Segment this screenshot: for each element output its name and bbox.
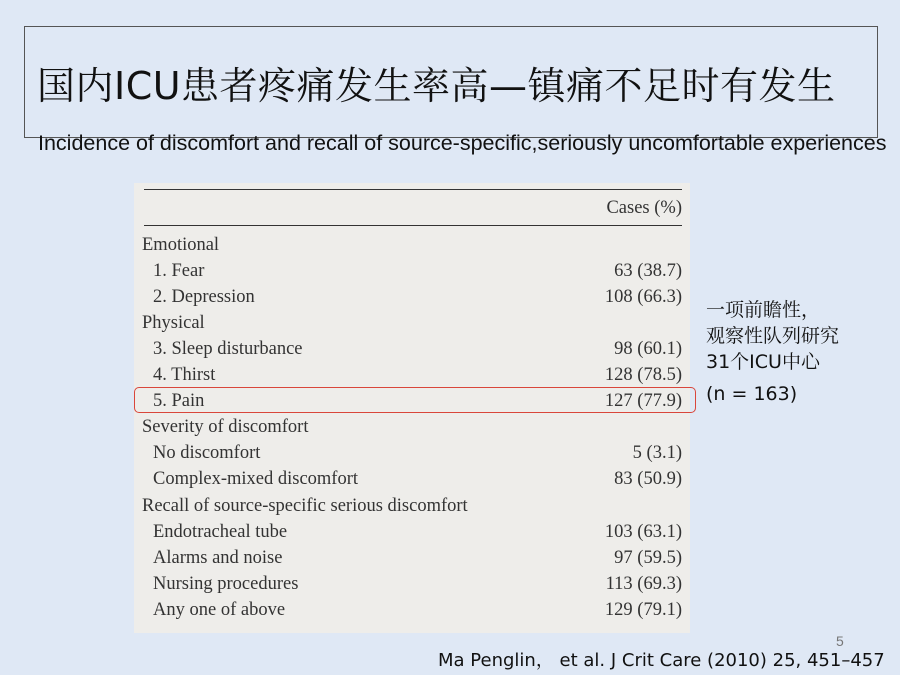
table-row	[142, 232, 682, 258]
row-label: 1. Fear	[153, 261, 205, 281]
row-value: 127 (77.9)	[604, 391, 682, 411]
note-line: 31个ICU中心	[706, 351, 820, 373]
row-label: Physical	[142, 313, 205, 333]
table-row	[142, 597, 682, 623]
page-number: 5	[836, 633, 844, 649]
table-header-cases: Cases (%)	[606, 198, 682, 218]
table-row	[142, 362, 682, 388]
row-value: 128 (78.5)	[604, 365, 682, 385]
study-design-note	[706, 297, 876, 407]
row-label: 5. Pain	[153, 391, 205, 411]
row-value: 98 (60.1)	[614, 339, 682, 359]
title-box	[24, 26, 878, 138]
row-label: Recall of source-specific serious discomfort	[142, 496, 468, 516]
slide-subtitle: Incidence of discomfort and recall of source-specific,seriously uncomfortable experiences	[38, 131, 887, 155]
table-row	[142, 336, 682, 362]
table-row	[142, 571, 682, 597]
row-label: Alarms and noise	[153, 548, 283, 568]
table-row	[142, 440, 682, 466]
table-row	[142, 466, 682, 492]
row-value: 63 (38.7)	[614, 261, 682, 281]
citation: Ma Penglin， et al. J Crit Care (2010) 25, 451–457	[438, 650, 885, 671]
table-header-rule	[144, 225, 682, 226]
row-label: Any one of above	[153, 600, 286, 620]
row-value: 113 (69.3)	[605, 574, 682, 594]
row-label: Complex-mixed discomfort	[153, 469, 359, 489]
row-label: Endotracheal tube	[153, 522, 288, 542]
table-row	[142, 284, 682, 310]
note-line: 观察性队列研究	[706, 325, 840, 347]
row-value: 97 (59.5)	[614, 548, 682, 568]
table-row	[142, 519, 682, 545]
note-line: 一项前瞻性，	[706, 299, 821, 321]
row-label: Emotional	[142, 235, 220, 255]
row-label: Nursing procedures	[153, 574, 299, 594]
note-line: (n = 163)	[706, 383, 798, 405]
table-top-rule	[144, 189, 682, 190]
table-row	[142, 493, 682, 519]
row-label: 3. Sleep disturbance	[153, 339, 303, 359]
row-value: 108 (66.3)	[604, 287, 682, 307]
row-label: 2. Depression	[153, 287, 255, 307]
table-row	[142, 545, 682, 571]
row-value: 103 (63.1)	[604, 522, 682, 542]
slide-title: 国内ICU患者疼痛发生率高—镇痛不足时有发生	[37, 64, 836, 108]
table-row	[142, 414, 682, 440]
row-label: No discomfort	[153, 443, 261, 463]
row-label: 4. Thirst	[153, 365, 216, 385]
row-value: 129 (79.1)	[604, 600, 682, 620]
table-header-row	[142, 195, 682, 221]
table-row	[142, 258, 682, 284]
row-value: 5 (3.1)	[632, 443, 682, 463]
row-label: Severity of discomfort	[142, 417, 309, 437]
table-row	[142, 310, 682, 336]
row-value: 83 (50.9)	[614, 469, 682, 489]
pain-row-highlight	[134, 387, 696, 413]
